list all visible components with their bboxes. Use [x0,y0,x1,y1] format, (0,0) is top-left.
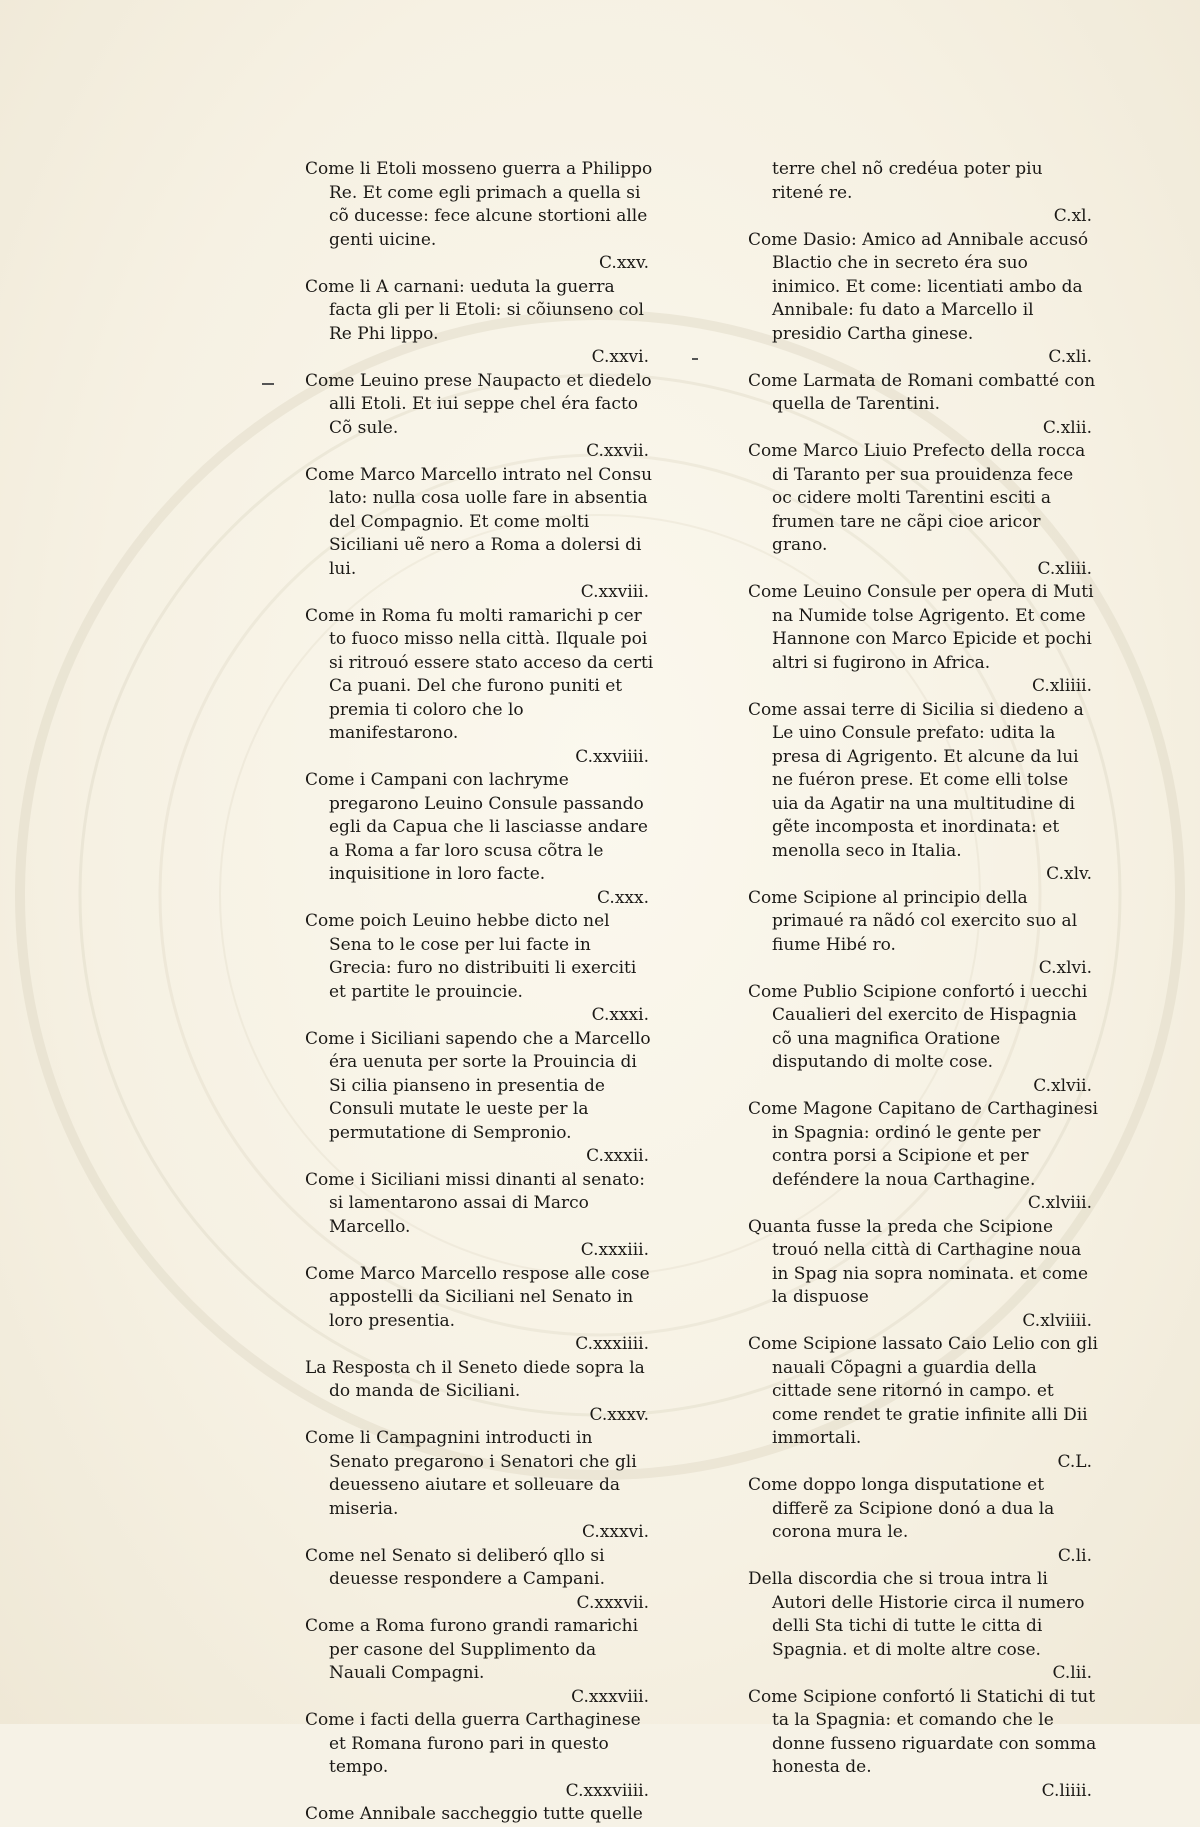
chapter-number: C.li. [1057,1545,1092,1566]
chapter-number: C.xlv. [1046,864,1092,884]
toc-entry [305,1545,655,1616]
toc-entry-text: Come i Campani con lachryme pregarono Leuino Consule passando egli da Capua che li lasciasse andare a Roma a far loro scusa cõtra le inquisitione in loro facte. [305,770,648,884]
chapter-number: C.xxviiii. [575,746,649,767]
toc-entry [305,1709,655,1803]
chapter-number: C.xxxviii. [571,1686,649,1707]
toc-entry [748,1216,1098,1334]
toc-entry [748,158,1098,229]
toc-entry-text: Come i Siciliani sapendo che a Marcello éra uenuta per sorte la Prouincia di Si cilia pianseno in presentia de Consuli mutate le ueste per la permutatione di Sempronio. [305,1028,651,1143]
chapter-number: C.xliii. [1037,558,1092,579]
toc-entry-text: Come i Siciliani missi dinanti al senato: si lamentarono assai di Marco Marcello. [305,1169,646,1237]
margin-mark [692,358,698,360]
chapter-number: C.xxxviiii. [565,1780,649,1801]
toc-entry-text: Come Leuino Consule per opera di Muti na Numide tolse Agrigento. Et come Hannone con Marco Epicide et pochi altri si fugirono in Africa. [748,582,1094,673]
chapter-number: C.xxxiiii. [575,1334,649,1354]
toc-entry-text: Come nel Senato si deliberó qllo si deuesse respondere a Campani. [305,1545,605,1589]
toc-entry [305,910,655,1028]
toc-entry-text: Come a Roma furono grandi ramarichi per casone del Supplimento da Nauali Compagni. [305,1616,639,1683]
right-column [748,158,1098,1803]
toc-entry [305,605,655,770]
toc-entry [748,1098,1098,1216]
chapter-number: C.liiii. [1041,1780,1092,1801]
chapter-number: C.xxv. [599,253,649,273]
chapter-number: C.xxxvii. [576,1592,649,1613]
chapter-number: C.xxxii. [586,1146,649,1166]
toc-entry-text: terre chel nõ credéua poter piu ritené re. [772,159,1043,203]
toc-entry [748,229,1098,370]
toc-entry-text: Come Annibale saccheggio tutte quelle [305,1804,643,1824]
toc-entry-text: Come li Etoli mosseno guerra a Philippo Re. Et come egli primach a quella si cõ ducesse: fece alcune stortioni alle genti uicine. [305,159,653,250]
chapter-number: C.xxxi. [591,1005,649,1025]
chapter-number: C.xxviii. [580,582,649,602]
toc-entry-text: Come Marco Liuio Prefecto della rocca di Taranto per sua prouidenza fece oc cidere molti Tarentini esciti a frumen tare ne cãpi cioe aricor grano. [748,441,1086,555]
toc-entry [748,1686,1098,1804]
toc-entry [748,1333,1098,1474]
toc-entry-text: Come Larmata de Romani combatté con quella de Tarentini. [748,370,1096,414]
toc-entry-text: Come li Campagnini introducti in Senato pregarono i Senatori che gli deuesseno aiutare et solleuare da miseria. [305,1428,637,1519]
toc-entry-text: Come i facti della guerra Carthaginese et Romana furono pari in questo tempo. [305,1710,641,1777]
chapter-number: C.xlviiii. [1022,1310,1092,1331]
chapter-number: C.xxvii. [586,441,649,461]
toc-entry [305,1803,655,1827]
chapter-number: C.xl. [1053,206,1092,226]
chapter-number: C.xlvii. [1033,1075,1092,1096]
toc-entry [305,1169,655,1263]
toc-entry [305,1263,655,1357]
toc-entry [748,1568,1098,1686]
chapter-number: C.L. [1057,1451,1092,1472]
toc-entry-text: Come in Roma fu molti ramarichi p cer to fuoco misso nella città. Ilquale poi si ritrouó essere stato acceso da certi Ca puani. Del che furono puniti et premia ti coloro che lo manifestarono. [305,605,654,743]
toc-entry [748,1474,1098,1568]
toc-entry [305,276,655,370]
toc-entry-text: Come Dasio: Amico ad Annibale accusó Blactio che in secreto éra suo inimico. Et come: licentiati ambo da Annibale: fu dato a Marcello il presidio Cartha ginese. [748,229,1089,344]
chapter-number: C.xlvi. [1038,958,1092,978]
chapter-number: C.xliiii. [1032,676,1092,696]
toc-entry-text: La Resposta ch il Seneto diede sopra la do manda de Siciliani. [305,1357,645,1401]
toc-entry-text: Come doppo longa disputatione et differẽ za Scipione donó a dua la corona mura le. [748,1475,1055,1542]
toc-entry [305,464,655,605]
toc-entry [748,440,1098,581]
toc-entry-text: Come Magone Capitano de Carthaginesi in Spagnia: ordinó le gente per contra porsi a Scipione et per deféndere la noua Carthagine. [748,1099,1098,1190]
chapter-number: C.xli. [1048,347,1092,367]
toc-entry [748,887,1098,981]
chapter-number: C.lii. [1052,1663,1092,1683]
toc-entry [305,1615,655,1709]
toc-entry [305,370,655,464]
toc-entry-text: Come Scipione lassato Caio Lelio con gli nauali Cõpagni a guardia della cittade sene ritornó in campo. et come rendet te gratie infinite alli Dii immortali. [748,1334,1098,1448]
toc-entry [748,981,1098,1099]
toc-entry-text: Come Scipione al principio della primaué ra nãdó col exercito suo al fiume Hibé ro. [748,887,1078,955]
chapter-number: C.xxxiii. [580,1240,649,1260]
toc-entry-text: Come assai terre di Sicilia si diedeno a Le uino Consule prefato: udita la presa di Agrigento. Et alcune da lui ne fuéron prese. Et come elli tolse uia da Agatir na una multitudine di gẽte incomposta et inordinata: et menolla seco in Italia. [748,699,1084,861]
left-column [305,158,655,1827]
chapter-number: C.xxvi. [591,347,649,367]
toc-entry [305,769,655,910]
chapter-number: C.xxxvi. [581,1522,649,1542]
toc-entry-text: Come Scipione confortó li Statichi di tut ta la Spagnia: et comando che le donne fusseno riguardate con somma honesta de. [748,1686,1097,1777]
toc-entry [305,158,655,276]
toc-entry [305,1028,655,1169]
toc-entry [305,1357,655,1428]
toc-entry [748,370,1098,441]
chapter-number: C.xxx. [597,887,649,908]
toc-entry-text: Quanta fusse la preda che Scipione trouó nella città di Carthagine noua in Spag nia sopra nominata. et come la dispuose [748,1216,1089,1307]
toc-entry-text: Come li A carnani: ueduta la guerra facta gli per li Etoli: si cõiunseno col Re Phi lippo. [305,276,644,344]
toc-entry-text: Della discordia che si troua intra li Autori delle Historie circa il numero delli Sta tichi di tutte le citta di Spagnia. et di molte altre cose. [748,1569,1085,1660]
toc-entry [748,581,1098,699]
chapter-number: C.xxxv. [589,1404,649,1425]
toc-entry-text: Come Marco Marcello intrato nel Consu lato: nulla cosa uolle fare in absentia del Compagnio. Et come molti Siciliani uẽ nero a Roma a dolersi di lui. [305,464,653,579]
toc-entry-text: Come Publio Scipione confortó i uecchi Caualieri del exercito de Hispagnia cõ una magnifica Oratione disputando di molte cose. [748,981,1088,1072]
toc-entry [305,1427,655,1545]
chapter-number: C.xlii. [1042,417,1092,438]
toc-entry [748,699,1098,887]
toc-entry-text: Come Marco Marcello respose alle cose appostelli da Siciliani nel Senato in loro presentia. [305,1263,650,1331]
margin-mark [262,383,274,385]
chapter-number: C.xlviii. [1027,1193,1092,1213]
toc-entry-text: Come poich Leuino hebbe dicto nel Sena to le cose per lui facte in Grecia: furo no distribuiti li exerciti et partite le prouincie. [305,911,637,1002]
toc-entry-text: Come Leuino prese Naupacto et diedelo alli Etoli. Et iui seppe chel éra facto Cõ sule. [305,370,652,438]
